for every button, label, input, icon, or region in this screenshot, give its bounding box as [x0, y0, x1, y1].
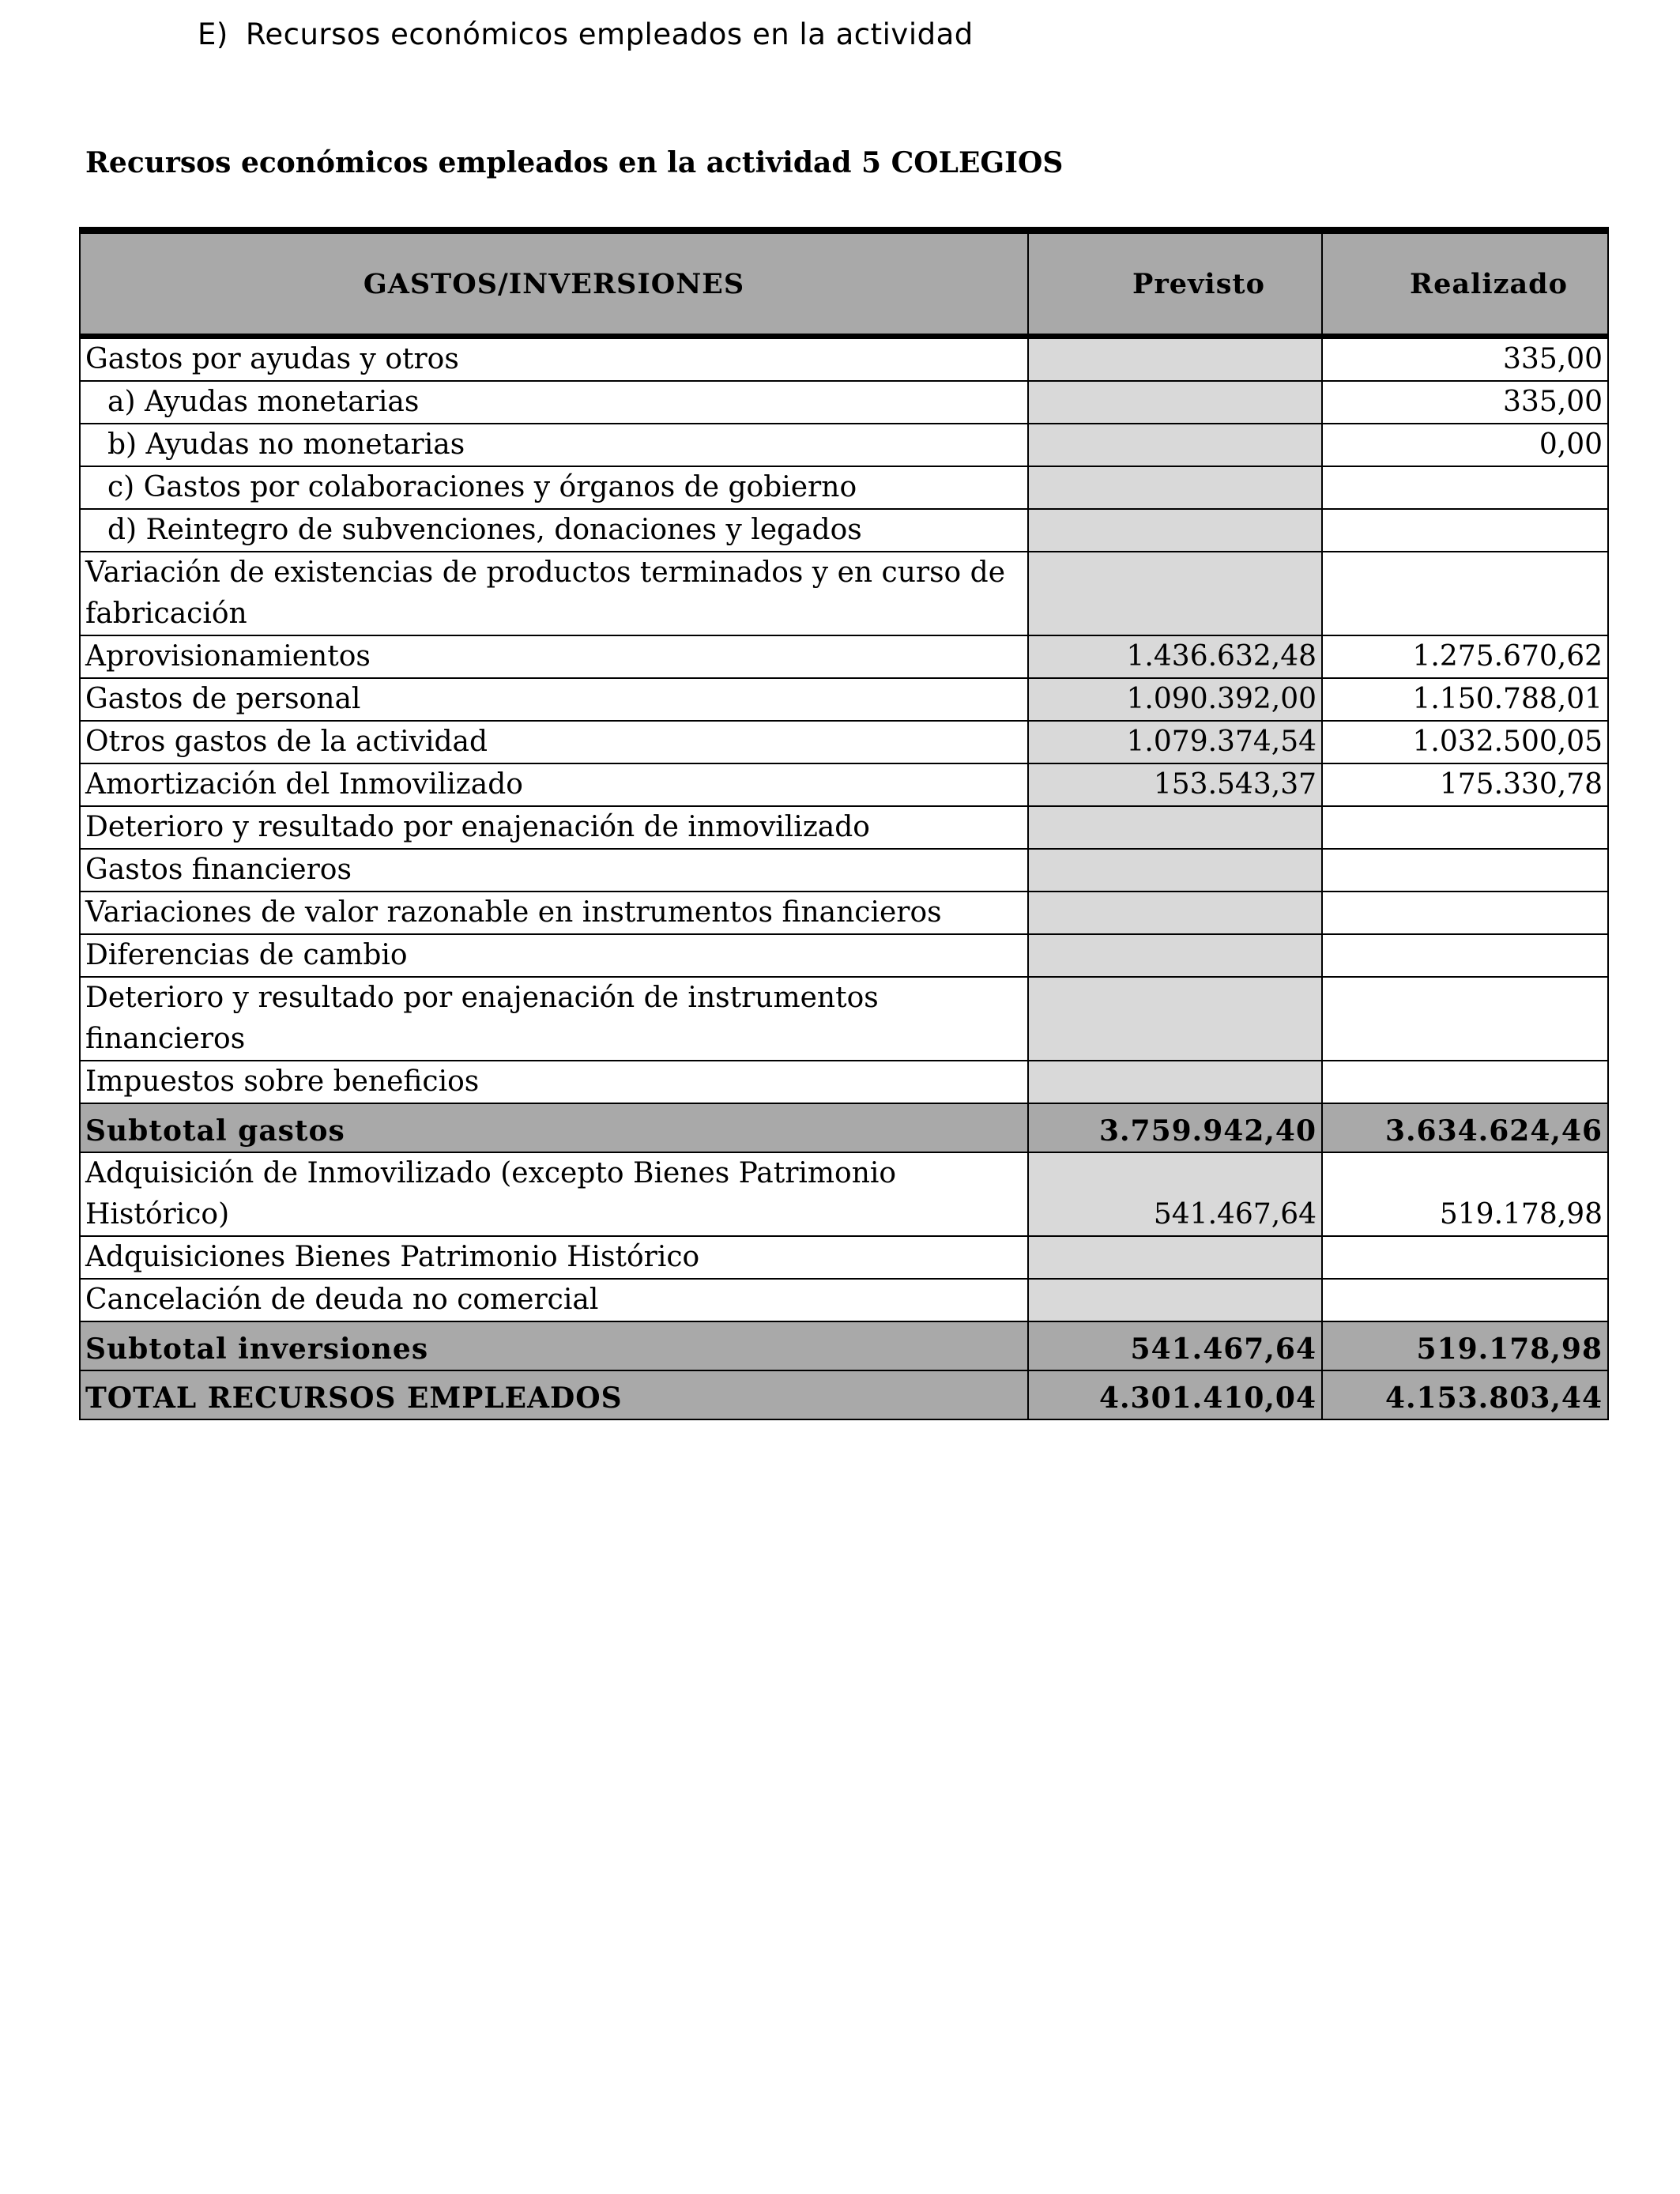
row-realizado: [1322, 1279, 1608, 1321]
table-row: [80, 849, 1608, 892]
row-realizado: [1322, 509, 1608, 552]
header-previsto: Previsto: [1028, 231, 1322, 337]
table-row: [80, 678, 1608, 721]
table-row: [80, 552, 1608, 635]
table-row: [80, 1279, 1608, 1321]
row-previsto: [1028, 337, 1322, 382]
row-previsto: [1028, 509, 1322, 552]
table-row: [80, 721, 1608, 763]
row-label: c) Gastos por colaboraciones y órganos de gobierno: [80, 466, 1028, 509]
row-previsto: 541.467,64: [1028, 1152, 1322, 1236]
row-realizado: [1322, 934, 1608, 977]
row-label: Cancelación de deuda no comercial: [80, 1279, 1028, 1321]
table-row: [80, 509, 1608, 552]
row-previsto: 4.301.410,04: [1028, 1370, 1322, 1419]
row-label: Aprovisionamientos: [80, 635, 1028, 678]
row-label: Adquisiciones Bienes Patrimonio Histórico: [80, 1236, 1028, 1279]
row-previsto: [1028, 977, 1322, 1061]
row-label: Variaciones de valor razonable en instrumentos financieros: [80, 892, 1028, 934]
row-previsto: 541.467,64: [1028, 1321, 1322, 1370]
table-row: [80, 337, 1608, 382]
row-label: Gastos por ayudas y otros: [80, 337, 1028, 382]
row-previsto: 1.436.632,48: [1028, 635, 1322, 678]
row-previsto: [1028, 552, 1322, 635]
table-row: [80, 934, 1608, 977]
row-realizado: [1322, 466, 1608, 509]
row-realizado: 1.032.500,05: [1322, 721, 1608, 763]
row-realizado: [1322, 806, 1608, 849]
table-row: [80, 977, 1608, 1061]
resources-table: [79, 227, 1609, 1420]
row-label: Deterioro y resultado por enajenación de inmovilizado: [80, 806, 1028, 849]
table-header-row: [80, 231, 1608, 337]
table-title: Recursos económicos empleados en la actividad 5 COLEGIOS: [85, 146, 1064, 179]
row-previsto: 153.543,37: [1028, 763, 1322, 806]
row-label: b) Ayudas no monetarias: [80, 424, 1028, 466]
section-heading-text: Recursos económicos empleados en la actividad: [245, 17, 974, 51]
row-previsto: 3.759.942,40: [1028, 1103, 1322, 1152]
table-row: [80, 635, 1608, 678]
row-previsto: [1028, 381, 1322, 424]
row-previsto: 1.090.392,00: [1028, 678, 1322, 721]
row-label: Impuestos sobre beneficios: [80, 1061, 1028, 1103]
row-label: Gastos de personal: [80, 678, 1028, 721]
row-previsto: [1028, 1236, 1322, 1279]
row-previsto: [1028, 806, 1322, 849]
row-realizado: 3.634.624,46: [1322, 1103, 1608, 1152]
row-label: a) Ayudas monetarias: [80, 381, 1028, 424]
row-previsto: [1028, 892, 1322, 934]
row-realizado: 0,00: [1322, 424, 1608, 466]
table-row: [80, 763, 1608, 806]
row-previsto: [1028, 1061, 1322, 1103]
row-realizado: 4.153.803,44: [1322, 1370, 1608, 1419]
row-realizado: [1322, 892, 1608, 934]
table-row: [80, 1061, 1608, 1103]
table-row: [80, 381, 1608, 424]
row-previsto: [1028, 1279, 1322, 1321]
section-heading: [198, 17, 974, 51]
row-label: d) Reintegro de subvenciones, donaciones y legados: [80, 509, 1028, 552]
row-previsto: [1028, 466, 1322, 509]
row-realizado: 335,00: [1322, 337, 1608, 382]
row-label: Adquisición de Inmovilizado (excepto Bienes Patrimonio Histórico): [80, 1152, 1028, 1236]
row-label: Gastos financieros: [80, 849, 1028, 892]
row-label: Deterioro y resultado por enajenación de instrumentos financieros: [80, 977, 1028, 1061]
row-realizado: 519.178,98: [1322, 1152, 1608, 1236]
table-row: [80, 806, 1608, 849]
subtotal-gastos-row: [80, 1103, 1608, 1152]
row-realizado: [1322, 1061, 1608, 1103]
section-marker: E): [198, 17, 228, 51]
row-label: Subtotal gastos: [80, 1103, 1028, 1152]
row-previsto: [1028, 849, 1322, 892]
row-previsto: 1.079.374,54: [1028, 721, 1322, 763]
row-realizado: 1.150.788,01: [1322, 678, 1608, 721]
row-label: Amortización del Inmovilizado: [80, 763, 1028, 806]
row-label: Variación de existencias de productos terminados y en curso de fabricación: [80, 552, 1028, 635]
subtotal-inversiones-row: [80, 1321, 1608, 1370]
table-row: [80, 1152, 1608, 1236]
header-realizado: Realizado: [1322, 231, 1608, 337]
header-gastos-inversiones: GASTOS/INVERSIONES: [80, 231, 1028, 337]
row-label: Otros gastos de la actividad: [80, 721, 1028, 763]
row-realizado: 175.330,78: [1322, 763, 1608, 806]
row-realizado: [1322, 1236, 1608, 1279]
row-previsto: [1028, 424, 1322, 466]
row-label: Subtotal inversiones: [80, 1321, 1028, 1370]
row-previsto: [1028, 934, 1322, 977]
row-realizado: 335,00: [1322, 381, 1608, 424]
row-realizado: [1322, 849, 1608, 892]
total-recursos-row: [80, 1370, 1608, 1419]
table-row: [80, 424, 1608, 466]
row-label: Diferencias de cambio: [80, 934, 1028, 977]
row-realizado: 519.178,98: [1322, 1321, 1608, 1370]
row-realizado: 1.275.670,62: [1322, 635, 1608, 678]
table-row: [80, 1236, 1608, 1279]
row-realizado: [1322, 552, 1608, 635]
table-row: [80, 892, 1608, 934]
row-label: TOTAL RECURSOS EMPLEADOS: [80, 1370, 1028, 1419]
row-realizado: [1322, 977, 1608, 1061]
table-row: [80, 466, 1608, 509]
